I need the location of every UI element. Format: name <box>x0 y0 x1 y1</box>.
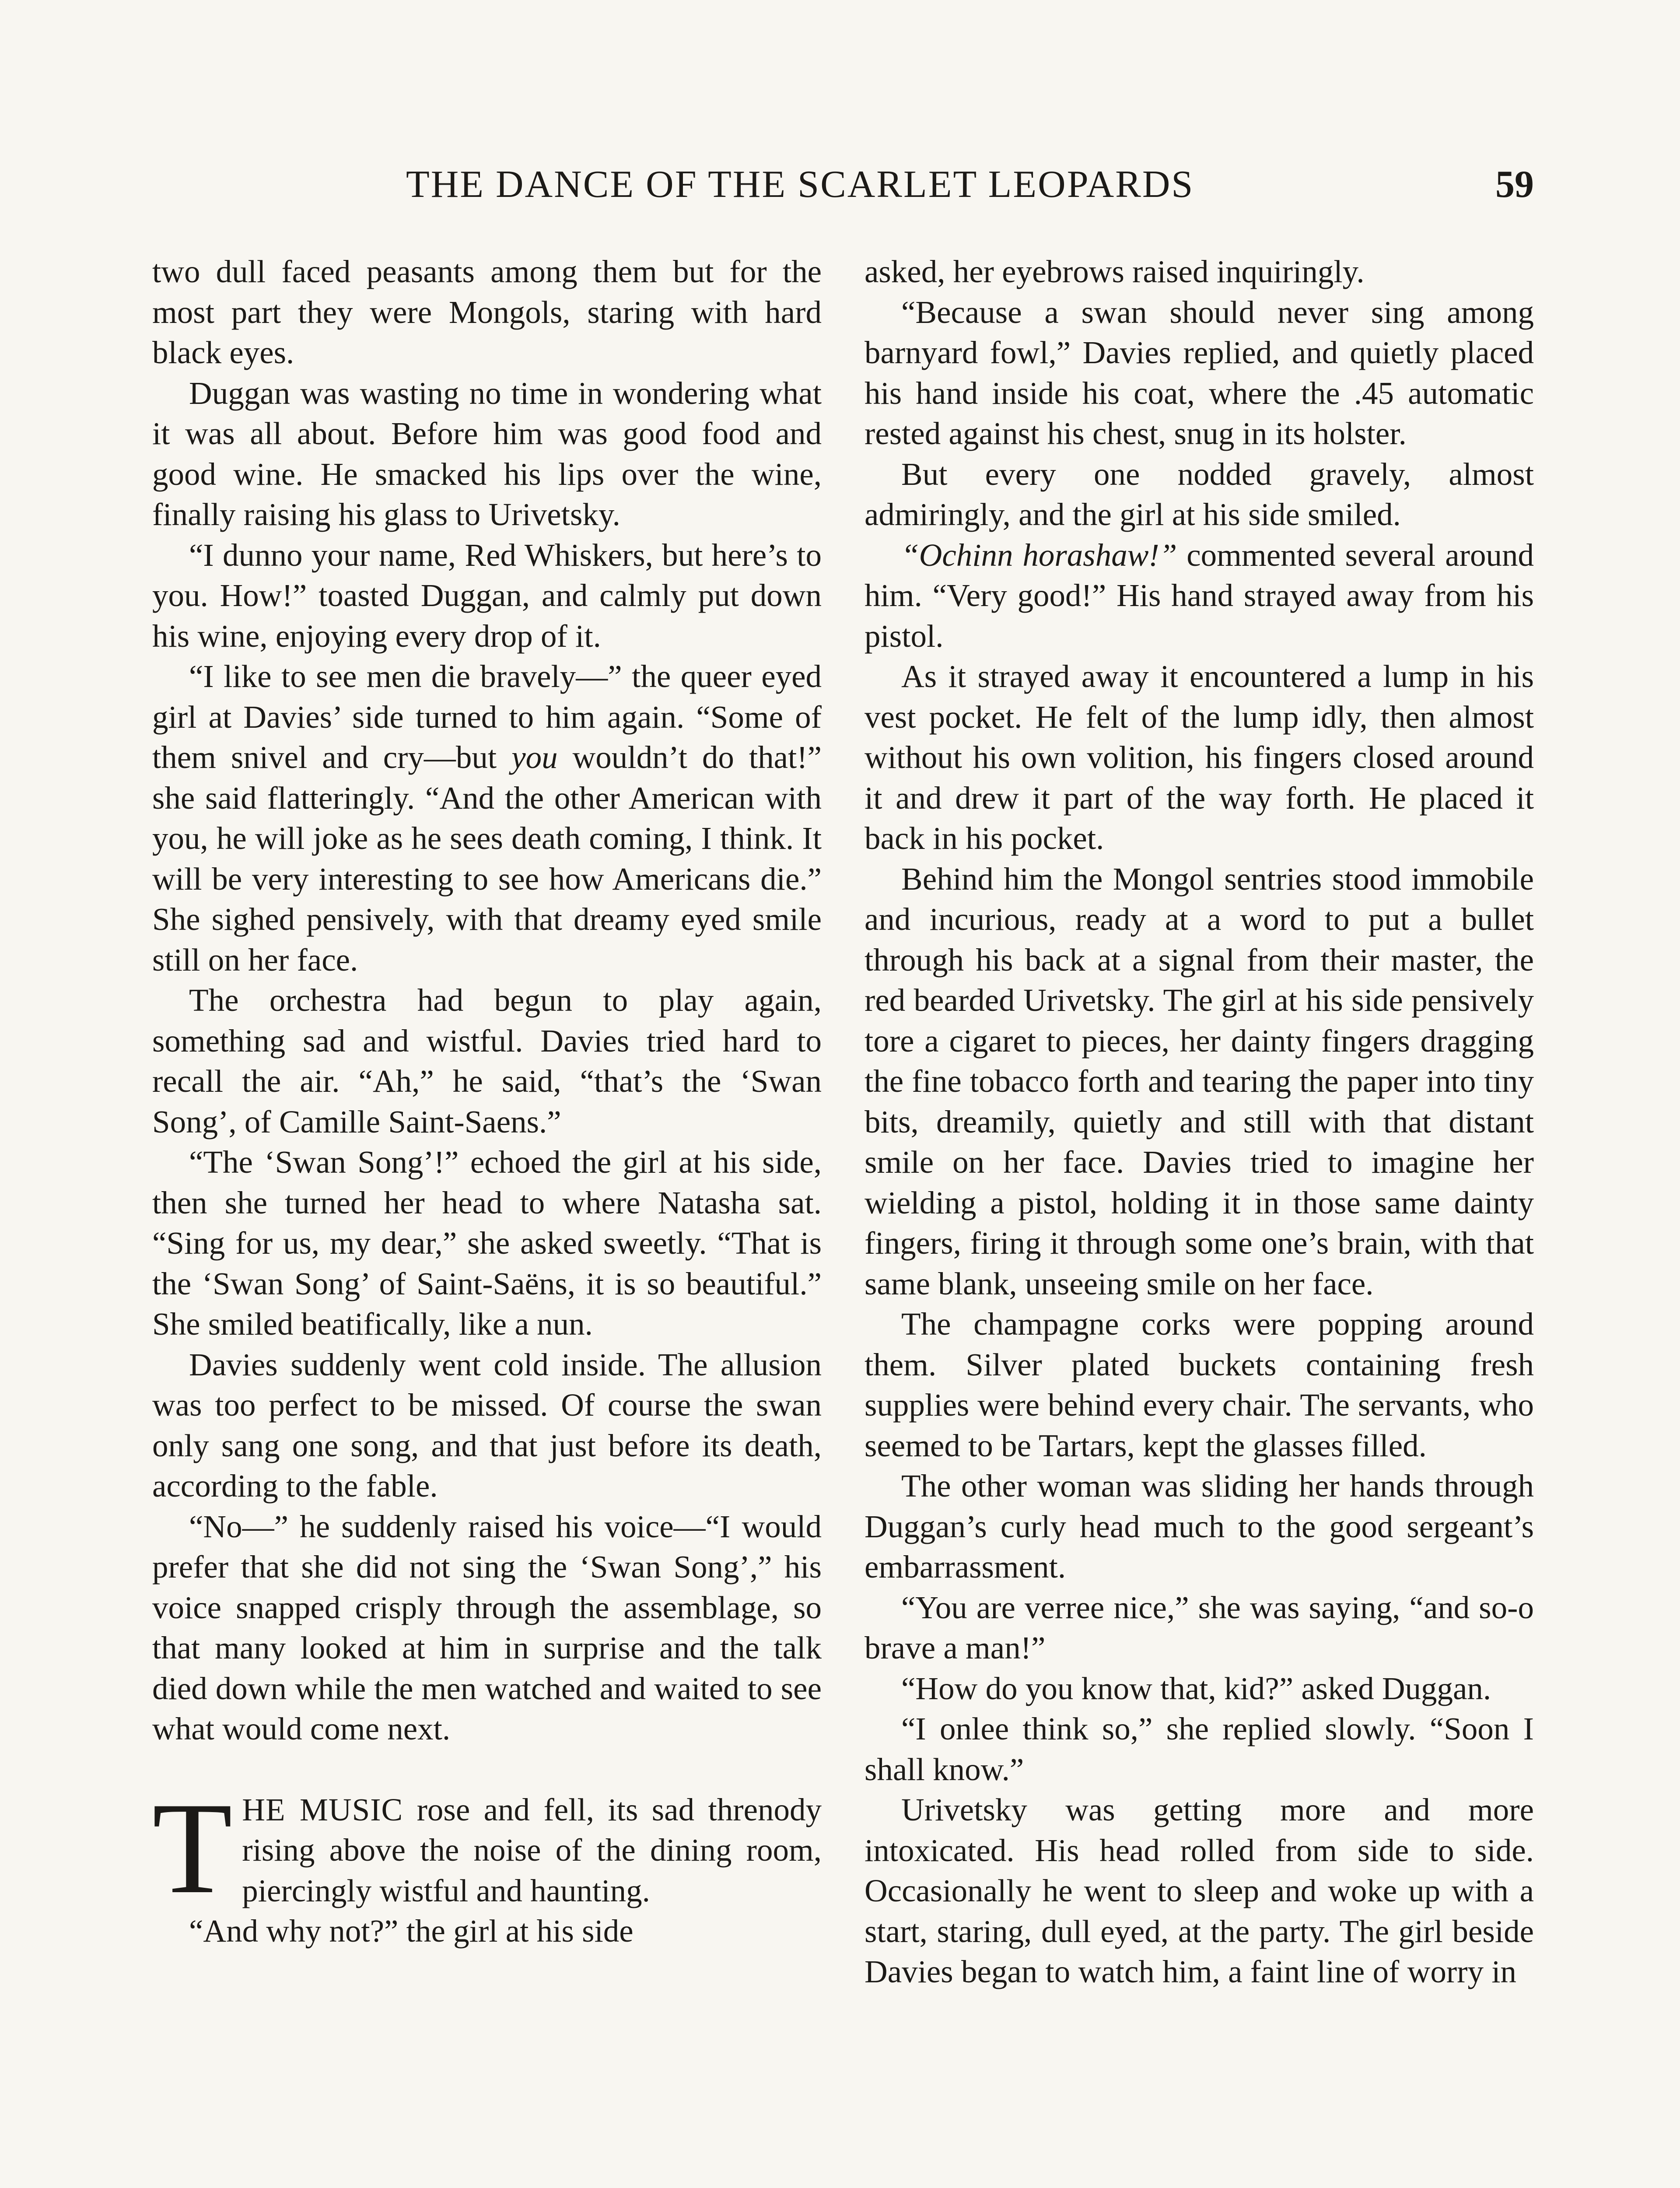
paragraph: But every one nodded gravely, almost admiringly, and the girl at his side smiled. <box>864 456 1534 532</box>
paragraph <box>152 656 822 980</box>
paragraph: The orchestra had begun to play again, something sad and wistful. Davies tried hard to recall the air. “Ah,” he said, “that’s the ‘Swan Song’, of Camille Saint-Saens.” <box>152 982 822 1140</box>
paragraph: “Because a swan should never sing among barnyard fowl,” Davies replied, and quietly placed his hand inside his coat, where the .45 automatic rested against his chest, snug in its holster. <box>864 294 1534 451</box>
left-column <box>152 252 822 1952</box>
section-opening-paragraph <box>152 1775 822 1921</box>
paragraph: Urivetsky was getting more and more intoxicated. His head rolled from side to side. Occasionally he went to sleep and woke up with a start, staring, dull eyed, at the party. The girl beside Davies began to watch him, a faint line of worry in <box>864 1792 1534 1989</box>
text-run: “I like to see men die bravely—” the queer eyed girl at Davies’ side turned to him again. “Some of them snivel and cry—but <box>152 659 822 775</box>
paragraph: “No—” he suddenly raised his voice—“I would prefer that she did not sing the ‘Swan Song’,” his voice snapped crisply through the assemblage, so that many looked at him in surprise and the talk died down while the men watched and waited to see what would come next. <box>152 1508 822 1746</box>
paragraph: “The ‘Swan Song’!” echoed the girl at his side, then she turned her head to where Natasha sat. “Sing for us, my dear,” she asked sweetly. “That is the ‘Swan Song’ of Saint-Saëns, it is so beautiful.” She smiled beatifically, like a nun. <box>152 1144 822 1342</box>
drop-cap: T <box>152 1775 233 1921</box>
emphasis: “Ochinn horashaw!” <box>901 537 1177 573</box>
page-number: 59 <box>1495 163 1534 206</box>
paragraph: two dull faced peasants among them but for the most part they were Mongols, staring with hard black eyes. <box>152 254 822 370</box>
paragraph: asked, her eyebrows raised inquiringly. <box>864 254 1365 289</box>
paragraph: The champagne corks were popping around them. Silver plated buckets containing fresh supplies were behind every chair. The servants, who seemed to be Tartars, kept the glasses filled. <box>864 1306 1534 1463</box>
paragraph: “I dunno your name, Red Whiskers, but here’s to you. How!” toasted Duggan, and calmly put down his wine, enjoying every drop of it. <box>152 537 822 654</box>
text-run: wouldn’t do that!” she said flatteringly. “And the other American with you, he will joke as he sees death coming, I think. It will be very interesting to see how Americans die.” She sighed pensively, with that dreamy eyed smile still on her face. <box>152 740 822 978</box>
paragraph: “You are verree nice,” she was saying, “and so-o brave a man!” <box>864 1589 1534 1666</box>
text-run: rose and fell, its sad threnody rising above the noise of the dining room, piercingly wistful and haunting. <box>242 1792 822 1908</box>
paragraph: Behind him the Mongol sentries stood immobile and incurious, ready at a word to put a bullet through his back at a signal from their master, the red bearded Urivetsky. The girl at his side pensively tore a cigaret to pieces, her dainty fingers dragging the fine tobacco forth and tearing the paper into tiny bits, dreamily, quietly and still with that distant smile on her face. Davies tried to imagine her wielding a pistol, holding it in those same dainty fingers, firing it through some one’s brain, with that same blank, unseeing smile on her face. <box>864 861 1534 1301</box>
paragraph: Davies suddenly went cold inside. The allusion was too perfect to be missed. Of course the swan only sang one song, and that just before its death, according to the fable. <box>152 1346 822 1504</box>
lead-in-caps: HE MUSIC <box>242 1792 403 1827</box>
paragraph <box>864 535 1534 657</box>
paragraph: The other woman was sliding her hands through Duggan’s curly head much to the good sergeant’s embarrassment. <box>864 1468 1534 1585</box>
paragraph: “And why not?” the girl at his side <box>189 1913 634 1949</box>
emphasis: you <box>511 740 558 775</box>
paragraph: As it strayed away it encountered a lump in his vest pocket. He felt of the lump idly, then almost without his own volition, his fingers closed around it and drew it part of the way forth. He placed it back in his pocket. <box>864 659 1534 856</box>
text-run: commented several around him. “Very good!” His hand strayed away from his pistol. <box>864 537 1534 654</box>
paragraph: “I onlee think so,” she replied slowly. “Soon I shall know.” <box>864 1711 1534 1787</box>
running-title: THE DANCE OF THE SCARLET LEOPARDS <box>406 163 1194 206</box>
paragraph: “How do you know that, kid?” asked Duggan. <box>901 1670 1491 1706</box>
page-header <box>152 154 1534 215</box>
right-column <box>864 252 1534 1992</box>
paragraph: Duggan was wasting no time in wondering what it was all about. Before him was good food and good wine. He smacked his lips over the wine, finally raising his glass to Urivetsky. <box>152 375 822 532</box>
